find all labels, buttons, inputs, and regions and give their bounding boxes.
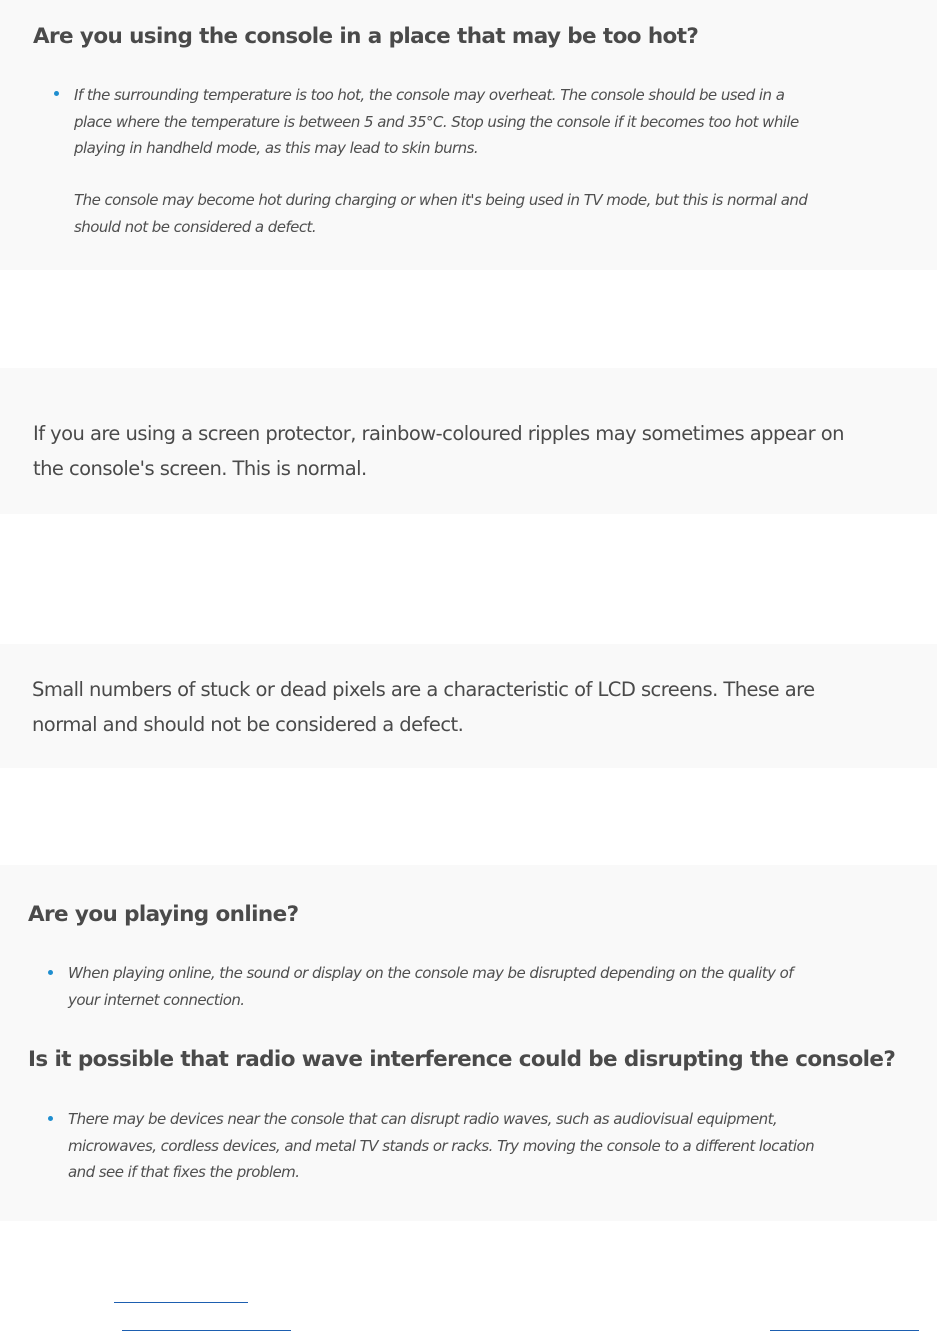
online-bullet-text — [68, 960, 793, 1013]
text-line: your internet connection. — [68, 990, 245, 1009]
link-underline[interactable] — [770, 1330, 919, 1331]
bullet-icon — [48, 1116, 53, 1121]
overheating-heading: Are you using the console in a place that may be too hot? — [33, 24, 699, 49]
text-line: normal and should not be considered a defect. — [32, 713, 464, 736]
text-line: the console's screen. This is normal. — [33, 457, 367, 480]
text-line: The console may become hot during charging or when it's being used in TV mode, but this is normal and — [74, 191, 808, 209]
text-line: When playing online, the sound or display on the console may be disrupted depending on the quality of — [68, 964, 793, 982]
screen-protector-section — [0, 368, 937, 514]
overheating-section — [0, 0, 937, 270]
text-line: Small numbers of stuck or dead pixels are a characteristic of LCD screens. These are — [32, 678, 815, 701]
bullet-icon — [54, 91, 59, 96]
link-underline[interactable] — [114, 1302, 248, 1303]
text-line: microwaves, cordless devices, and metal TV stands or racks. Try moving the console to a different location — [68, 1136, 815, 1155]
text-line: should not be considered a defect. — [74, 217, 317, 236]
bullet-icon — [48, 970, 53, 975]
link-underline[interactable] — [122, 1330, 291, 1331]
radio-interference-bullet-text — [68, 1106, 814, 1186]
online-interference-section — [0, 865, 937, 1221]
text-line: If you are using a screen protector, rainbow-coloured ripples may sometimes appear on — [33, 422, 844, 445]
radio-interference-heading: Is it possible that radio wave interference could be disrupting the console? — [28, 1047, 896, 1072]
text-line: If the surrounding temperature is too hot, the console may overheat. The console should be used in a — [74, 86, 785, 104]
text-line: and see if that fixes the problem. — [68, 1163, 300, 1181]
text-line: place where the temperature is between 5 and 35°C. Stop using the console if it becomes too hot while — [74, 112, 799, 131]
text-line: playing in handheld mode, as this may lead to skin burns. — [74, 139, 479, 157]
screen-protector-text — [33, 416, 844, 486]
dead-pixels-text — [32, 672, 815, 742]
overheating-note-text — [74, 187, 807, 240]
dead-pixels-section — [0, 644, 937, 768]
overheating-bullet-text — [74, 82, 799, 162]
text-line: There may be devices near the console that can disrupt radio waves, such as audiovisual equipment, — [68, 1110, 778, 1128]
online-heading: Are you playing online? — [28, 902, 299, 927]
